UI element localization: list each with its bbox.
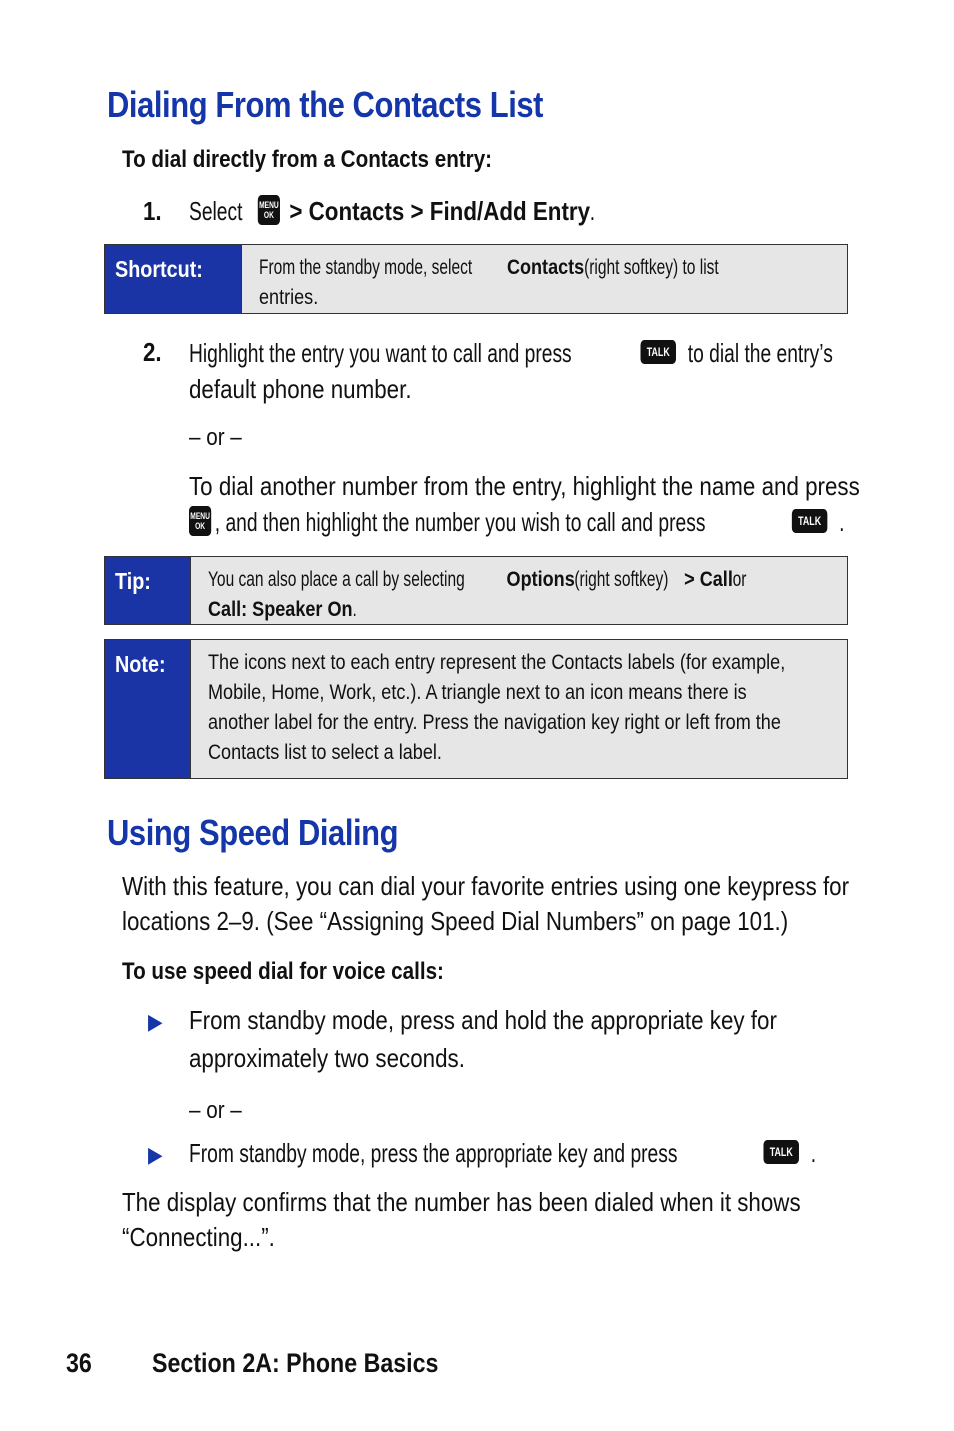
- bullet-triangle-icon: ▶: [148, 1009, 163, 1034]
- step-1-path: > Contacts > Find/Add Entry: [289, 196, 591, 226]
- section-heading-contacts: Dialing From the Contacts List: [107, 84, 544, 125]
- closing-line-1: The display confirms that the number has been dialed when it shows: [122, 1187, 801, 1217]
- footer-section-title: Section 2A: Phone Basics: [152, 1348, 439, 1378]
- talk-key-icon: TALK: [640, 340, 676, 364]
- note-box: [104, 639, 848, 779]
- speed-or: – or –: [189, 1097, 242, 1124]
- tip-text: You can also place a call by selectingOptions(right softkey)> Callor Call: Speaker On.: [208, 568, 747, 621]
- subheading-dial-contacts: To dial directly from a Contacts entry:: [122, 146, 493, 173]
- step-2-or: – or –: [189, 424, 242, 451]
- step-1-text: Select MENU OK > Contacts > Find/Add Entry.: [189, 193, 663, 229]
- note-text: The icons next to each entry represent the Contacts labels (for example, Mobile, Home, Work, etc.). A triangle next to an icon means there is another label for the entry. Press the navigation key right or left from the Contacts list to select a label.: [208, 651, 786, 764]
- talk-key-icon: TALK: [763, 1140, 799, 1164]
- bullet-triangle-icon: ▶: [148, 1142, 163, 1167]
- shortcut-text: From the standby mode, selectContacts(right softkey) to list entries.: [259, 256, 719, 309]
- step-number-2: 2.: [143, 337, 162, 367]
- bullet-1-line-1: From standby mode, press and hold the appropriate key for: [189, 1005, 777, 1035]
- step-2-line-2: default phone number.: [189, 374, 412, 404]
- page-number: 36: [66, 1348, 92, 1378]
- section-heading-speed-dialing: Using Speed Dialing: [107, 812, 399, 853]
- talk-key-icon: TALK: [792, 509, 828, 533]
- bullet-2-text: From standby mode, press the appropriate key and press TALK .: [189, 1138, 817, 1168]
- step-2-line-3: To dial another number from the entry, highlight the name and press: [189, 471, 860, 501]
- subheading-speed-dial: To use speed dial for voice calls:: [122, 958, 444, 985]
- closing-line-2: “Connecting...”.: [122, 1222, 275, 1252]
- note-label: Note:: [105, 640, 191, 778]
- step-2-line-4: MENU OK , and then highlight the number you wish to call and press TALK .: [190, 507, 845, 537]
- menu-ok-key-icon: MENU OK: [257, 195, 279, 225]
- shortcut-box: [104, 244, 848, 314]
- tip-box: [104, 556, 848, 625]
- bullet-1-line-2: approximately two seconds.: [189, 1043, 465, 1073]
- shortcut-label: Shortcut:: [105, 245, 242, 313]
- menu-ok-key-icon: MENU OK: [189, 506, 211, 536]
- step-1-select: Select: [189, 196, 243, 226]
- speed-intro-line-1: With this feature, you can dial your favorite entries using one keypress for: [122, 871, 850, 901]
- step-2-line-1: Highlight the entry you want to call and press TALK to dial the entry’s: [189, 338, 833, 368]
- step-number-1: 1.: [143, 196, 162, 226]
- speed-intro-line-2: locations 2–9. (See “Assigning Speed Dial Numbers” on page 101.): [122, 906, 789, 936]
- tip-label: Tip:: [105, 557, 191, 624]
